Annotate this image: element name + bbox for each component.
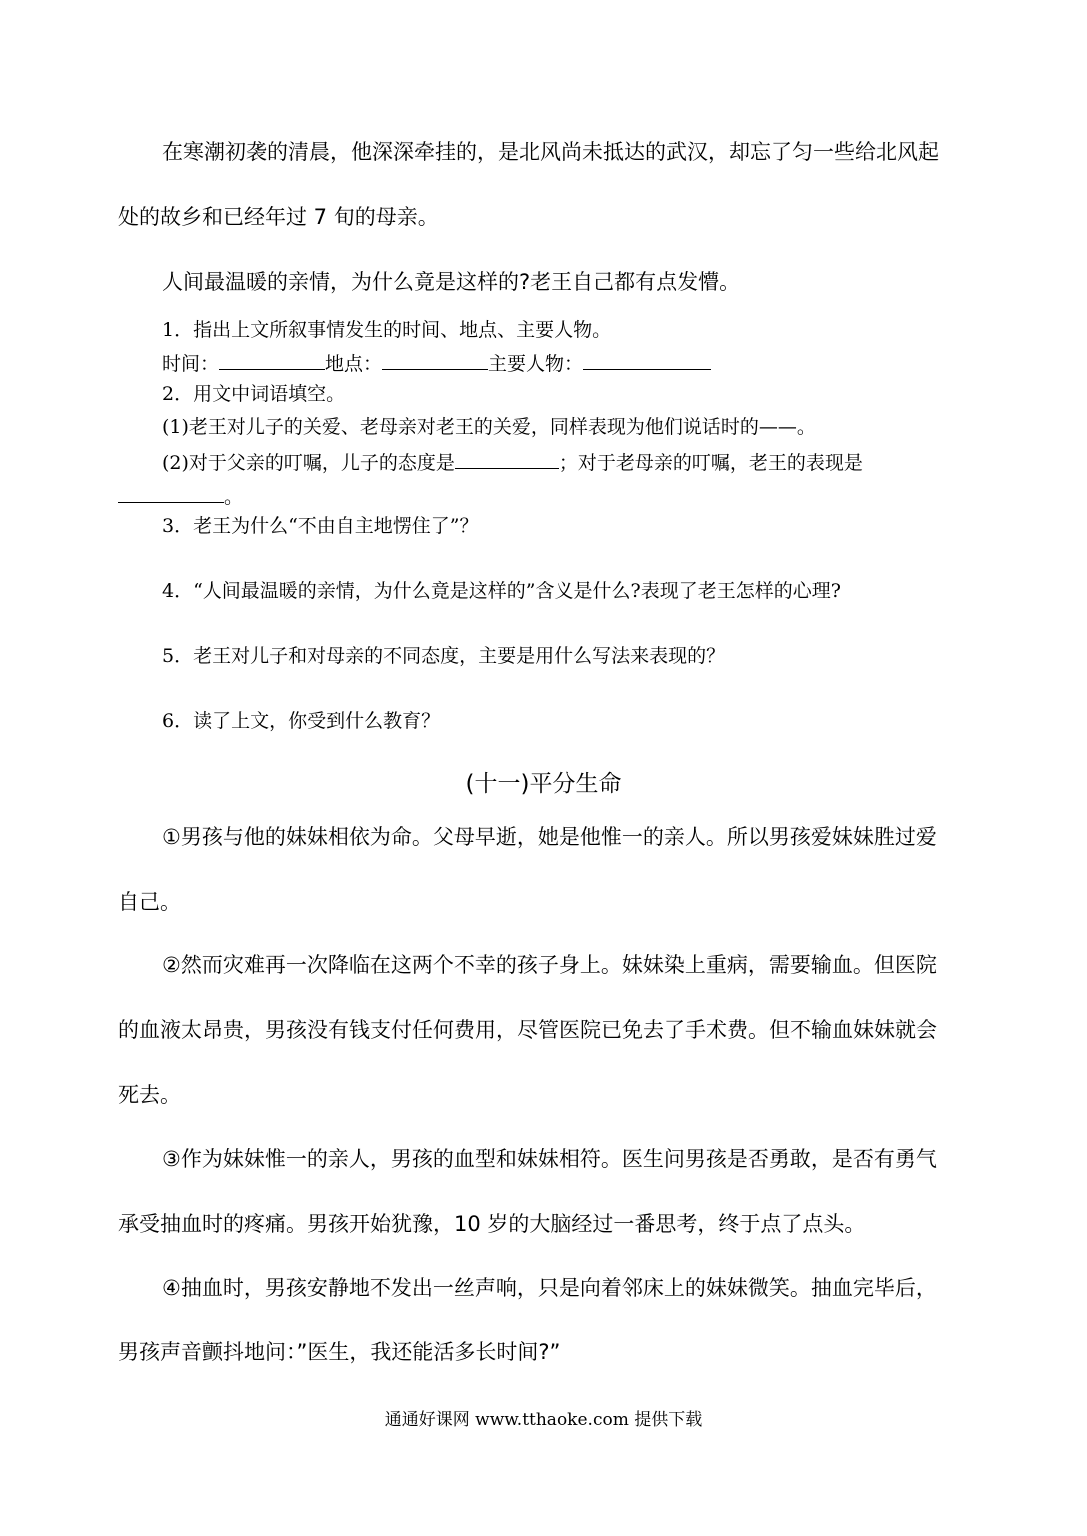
time-label: 时间： <box>162 353 220 375</box>
passage2-paragraph1-line2: 自己。 <box>118 890 181 914</box>
question-2-2 <box>162 450 863 475</box>
question-4: 4．“人间最温暖的亲情，为什么竟是这样的”含义是什么?表现了老王怎样的心理? <box>162 580 841 602</box>
question-5: 5．老王对儿子和对母亲的不同态度，主要是用什么写法来表现的？ <box>162 645 726 667</box>
passage2-paragraph3-line2: 承受抽血时的疼痛。男孩开始犹豫，10 岁的大脑经过一番思考，终于点了点头。 <box>118 1212 866 1236</box>
person-blank[interactable] <box>583 351 711 370</box>
time-blank[interactable] <box>219 351 325 370</box>
question-2-2-part-a: (2)对于父亲的叮嘱，儿子的态度是 <box>162 452 455 474</box>
question-2-2-end: 。 <box>224 486 244 508</box>
place-label: 地点： <box>325 353 383 375</box>
passage2-paragraph2-line2: 的血液太昂贵，男孩没有钱支付任何费用，尽管医院已免去了手术费。但不输血妹妹就会 <box>118 1018 937 1042</box>
question-2-1: (1)老王对儿子的关爱、老母亲对老王的关爱，同样表现为他们说话时的——。 <box>162 416 816 438</box>
question-6: 6．读了上文，你受到什么教育？ <box>162 710 441 732</box>
place-blank[interactable] <box>382 351 488 370</box>
question-1: 1．指出上文所叙事情发生的时间、地点、主要人物。 <box>162 319 612 341</box>
passage1-paragraph1-line1: 在寒潮初袭的清晨，他深深牵挂的，是北风尚未抵达的武汉，却忘了匀一些给北风起 <box>162 140 939 164</box>
passage2-paragraph4-line1: ④抽血时，男孩安静地不发出一丝声响，只是向着邻床上的妹妹微笑。抽血完毕后， <box>162 1276 937 1300</box>
footer-text: 通通好课网 www.tthaoke.com 提供下载 <box>384 1410 703 1430</box>
passage2-paragraph2-line3: 死去。 <box>118 1083 181 1107</box>
passage1-paragraph1-line2: 处的故乡和已经年过 7 旬的母亲。 <box>118 205 439 229</box>
laowang-reaction-blank[interactable] <box>118 484 224 503</box>
passage2-paragraph2-line1: ②然而灾难再一次降临在这两个不幸的孩子身上。妹妹染上重病，需要输血。但医院 <box>162 953 937 977</box>
passage2-paragraph4-line2: 男孩声音颤抖地问：”医生，我还能活多长时间?” <box>118 1340 561 1364</box>
question-3: 3．老王为什么“不由自主地愣住了”？ <box>162 515 479 537</box>
passage2-paragraph3-line1: ③作为妹妹惟一的亲人，男孩的血型和妹妹相符。医生问男孩是否勇敢，是否有勇气 <box>162 1147 937 1171</box>
son-attitude-blank[interactable] <box>455 450 559 469</box>
person-label: 主要人物： <box>488 353 584 375</box>
question-2: 2．用文中词语填空。 <box>162 383 346 405</box>
passage1-paragraph2-line1: 人间最温暖的亲情，为什么竟是这样的?老王自己都有点发懵。 <box>162 270 741 294</box>
question-2-2-continuation <box>118 484 243 509</box>
question-1-blanks <box>162 351 711 376</box>
question-2-2-part-b: ；对于老母亲的叮嘱，老王的表现是 <box>558 452 863 474</box>
section-title: (十一)平分生命 <box>465 771 622 797</box>
passage2-paragraph1-line1: ①男孩与他的妹妹相依为命。父母早逝，她是他惟一的亲人。所以男孩爱妹妹胜过爱 <box>162 825 937 849</box>
